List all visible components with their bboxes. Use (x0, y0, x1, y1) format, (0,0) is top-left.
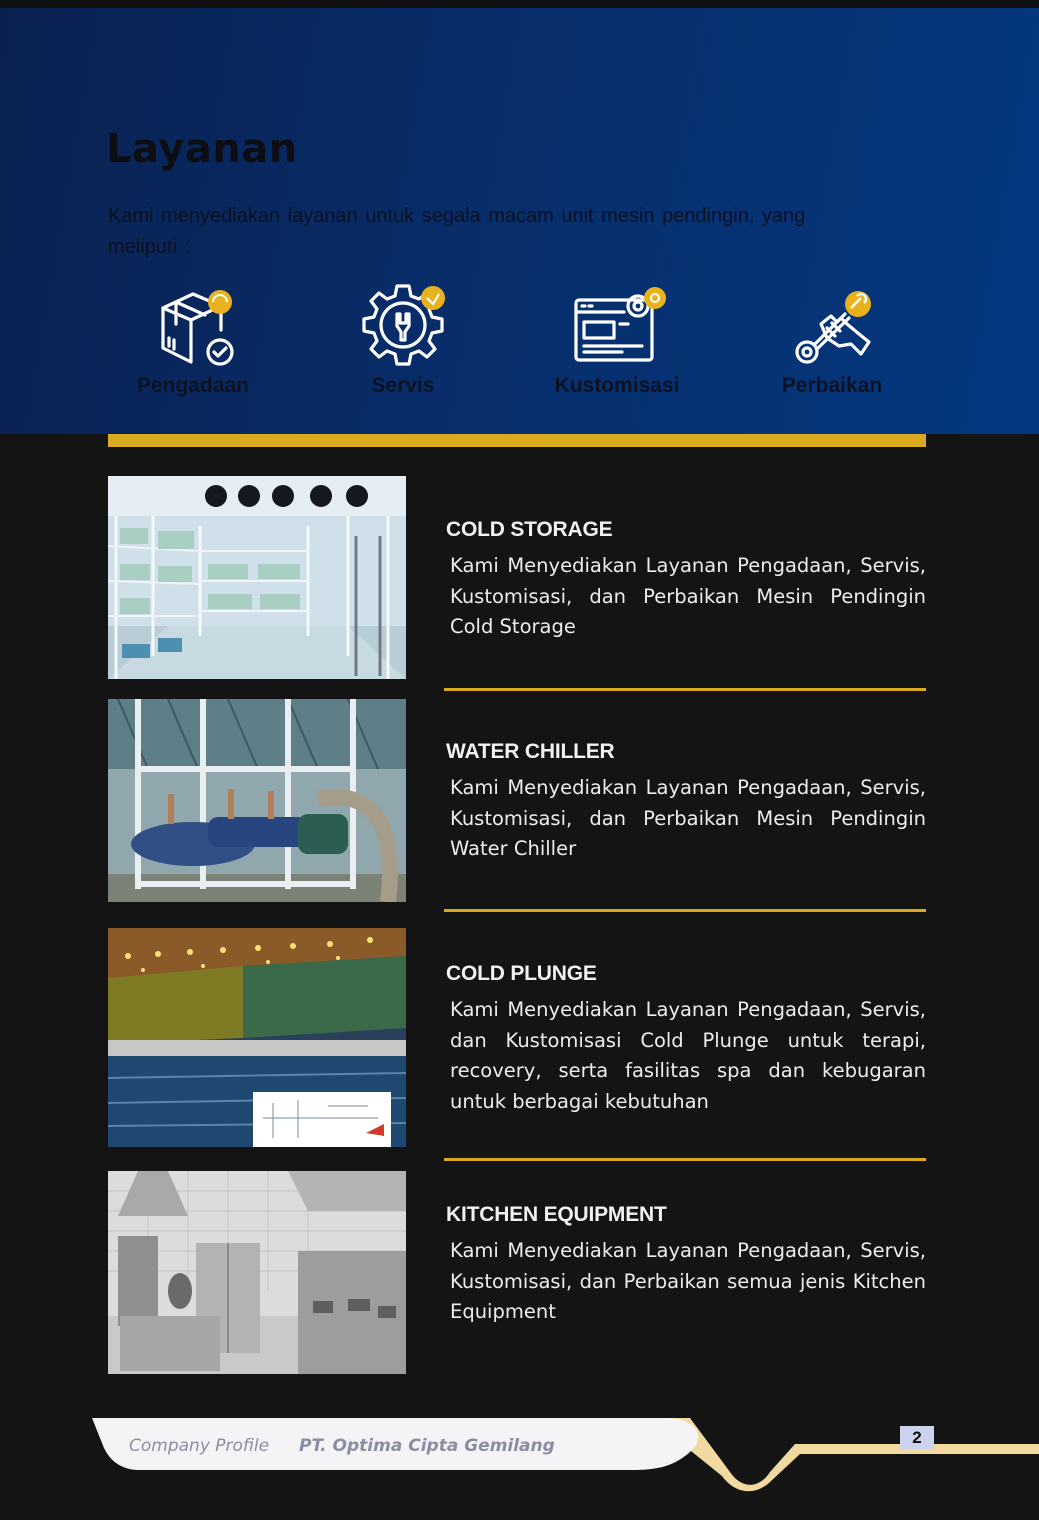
gear-wrench-icon (353, 280, 453, 370)
page-title: Layanan (106, 126, 298, 172)
item-description: Kami Menyediakan Layanan Pengadaan, Servis, dan Kustomisasi Cold Plunge untuk terapi, recovery, serta fasilitas spa dan kebugaran untuk berbagai kebutuhan (450, 998, 926, 1113)
gold-accent-bar (108, 434, 926, 447)
item-title: WATER CHILLER (446, 740, 615, 763)
service-pengadaan (93, 280, 293, 398)
section-divider (444, 1158, 926, 1161)
footer-band (0, 1410, 1039, 1520)
service-label: Servis (371, 374, 435, 397)
item-description: Kami Menyediakan Layanan Pengadaan, Servis, Kustomisasi, dan Perbaikan semua jenis Kitchen Equipment (450, 1239, 926, 1323)
services-header (0, 8, 1039, 434)
hand-wrench-icon (777, 280, 887, 370)
page-number: 2 (900, 1426, 934, 1449)
footer-company: PT. Optima Cipta Gemilang (299, 1436, 555, 1456)
cold-plunge-image (108, 928, 406, 1147)
cold-storage-image (108, 476, 406, 679)
item-title: KITCHEN EQUIPMENT (446, 1203, 667, 1226)
item-description: Kami Menyediakan Layanan Pengadaan, Servis, Kustomisasi, dan Perbaikan Mesin Pendingin Water Chiller (450, 776, 926, 860)
service-servis (303, 280, 503, 398)
item-title: COLD STORAGE (446, 518, 613, 541)
service-label: Perbaikan (781, 374, 883, 397)
package-check-icon (143, 280, 243, 370)
item-title: COLD PLUNGE (446, 962, 597, 985)
section-divider (444, 909, 926, 912)
browser-settings-icon (562, 280, 672, 370)
service-perbaikan (732, 280, 932, 398)
kitchen-equipment-image (108, 1171, 406, 1374)
top-strip (0, 0, 1039, 8)
service-kustomisasi (517, 280, 717, 398)
service-label: Kustomisasi (554, 374, 680, 397)
item-description: Kami Menyediakan Layanan Pengadaan, Servis, Kustomisasi, dan Perbaikan Mesin Pendingin Cold Storage (450, 554, 926, 638)
section-divider (444, 688, 926, 691)
water-chiller-image (108, 699, 406, 902)
service-label: Pengadaan (136, 374, 250, 397)
intro-text: Kami menyediakan layanan untuk segala macam unit mesin pendingin, yang meliputi : (108, 205, 806, 258)
footer-label: Company Profile (129, 1436, 270, 1456)
